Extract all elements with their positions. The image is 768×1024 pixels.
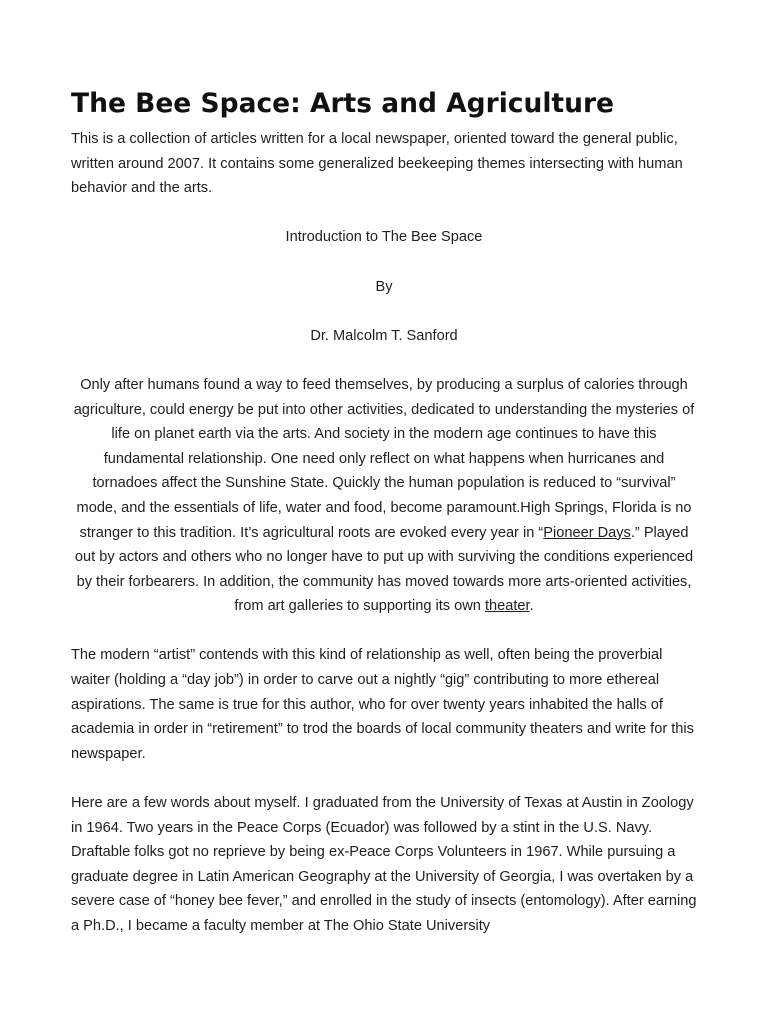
document-page xyxy=(71,86,697,963)
paragraph-agriculture xyxy=(71,373,697,619)
theater-link[interactable]: theater xyxy=(484,598,530,615)
paragraph-artist: The modern “artist” contends with this kind of relationship as well, often being the proverbial waiter (holding a “day job”) in order to carve out a nightly “gig” contributing to more ethereal aspirations. The same is true for this author, who for over twenty years inhabited the halls of academia in order in “retirement” to trod the boards of local community theaters and write for this newspaper. xyxy=(71,647,694,762)
document-title: The Bee Space: Arts and Agriculture xyxy=(71,88,615,119)
paragraph-agriculture-text-3: . xyxy=(529,598,534,615)
collection-intro: This is a collection of articles written for a local newspaper, oriented toward the general public, written around 2007. It contains some generalized beekeeping themes intersecting with human behavior and the arts. xyxy=(71,131,683,197)
pioneer-days-link[interactable]: Pioneer Days xyxy=(543,524,631,541)
byline-by: By xyxy=(375,278,393,295)
paragraph-agriculture-text-1: Only after humans found a way to feed themselves, by producing a surplus of calories through agriculture, could energy be put into other activities, dedicated to understanding the mysteries of life on planet earth via the arts. And society in the modern age continues to have this fundamental relationship. One need only reflect on what happens when hurricanes and tornadoes affect the Sunshine State. Quickly the human population is reduced to “survival” mode, and the essentials of life, water and food, become paramount.High Springs, Florida is no stranger to this tradition. It’s agricultural roots are evoked every year in “ xyxy=(73,376,695,541)
paragraph-biography: Here are a few words about myself. I graduated from the University of Texas at Austin in Zoology in 1964. Two years in the Peace Corps (Ecuador) was followed by a stint in the U.S. Navy. Draftable folks got no reprieve by being ex-Peace Corps Volunteers in 1967. While pursuing a graduate degree in Latin American Geography at the University of Georgia, I was overtaken by a severe case of “honey bee fever,” and enrolled in the study of insects (entomology). After earning a Ph.D., I became a faculty member at The Ohio State University xyxy=(71,795,697,934)
paragraph-agriculture-text-2: .” Played out by actors and others who no longer have to put up with surviving the conditions experienced by their forbearers. In addition, the community has moved towards more arts-oriented activities, from art galleries to supporting its own xyxy=(74,524,694,615)
article-heading: Introduction to The Bee Space xyxy=(285,229,483,246)
author-name: Dr. Malcolm T. Sanford xyxy=(310,327,458,344)
